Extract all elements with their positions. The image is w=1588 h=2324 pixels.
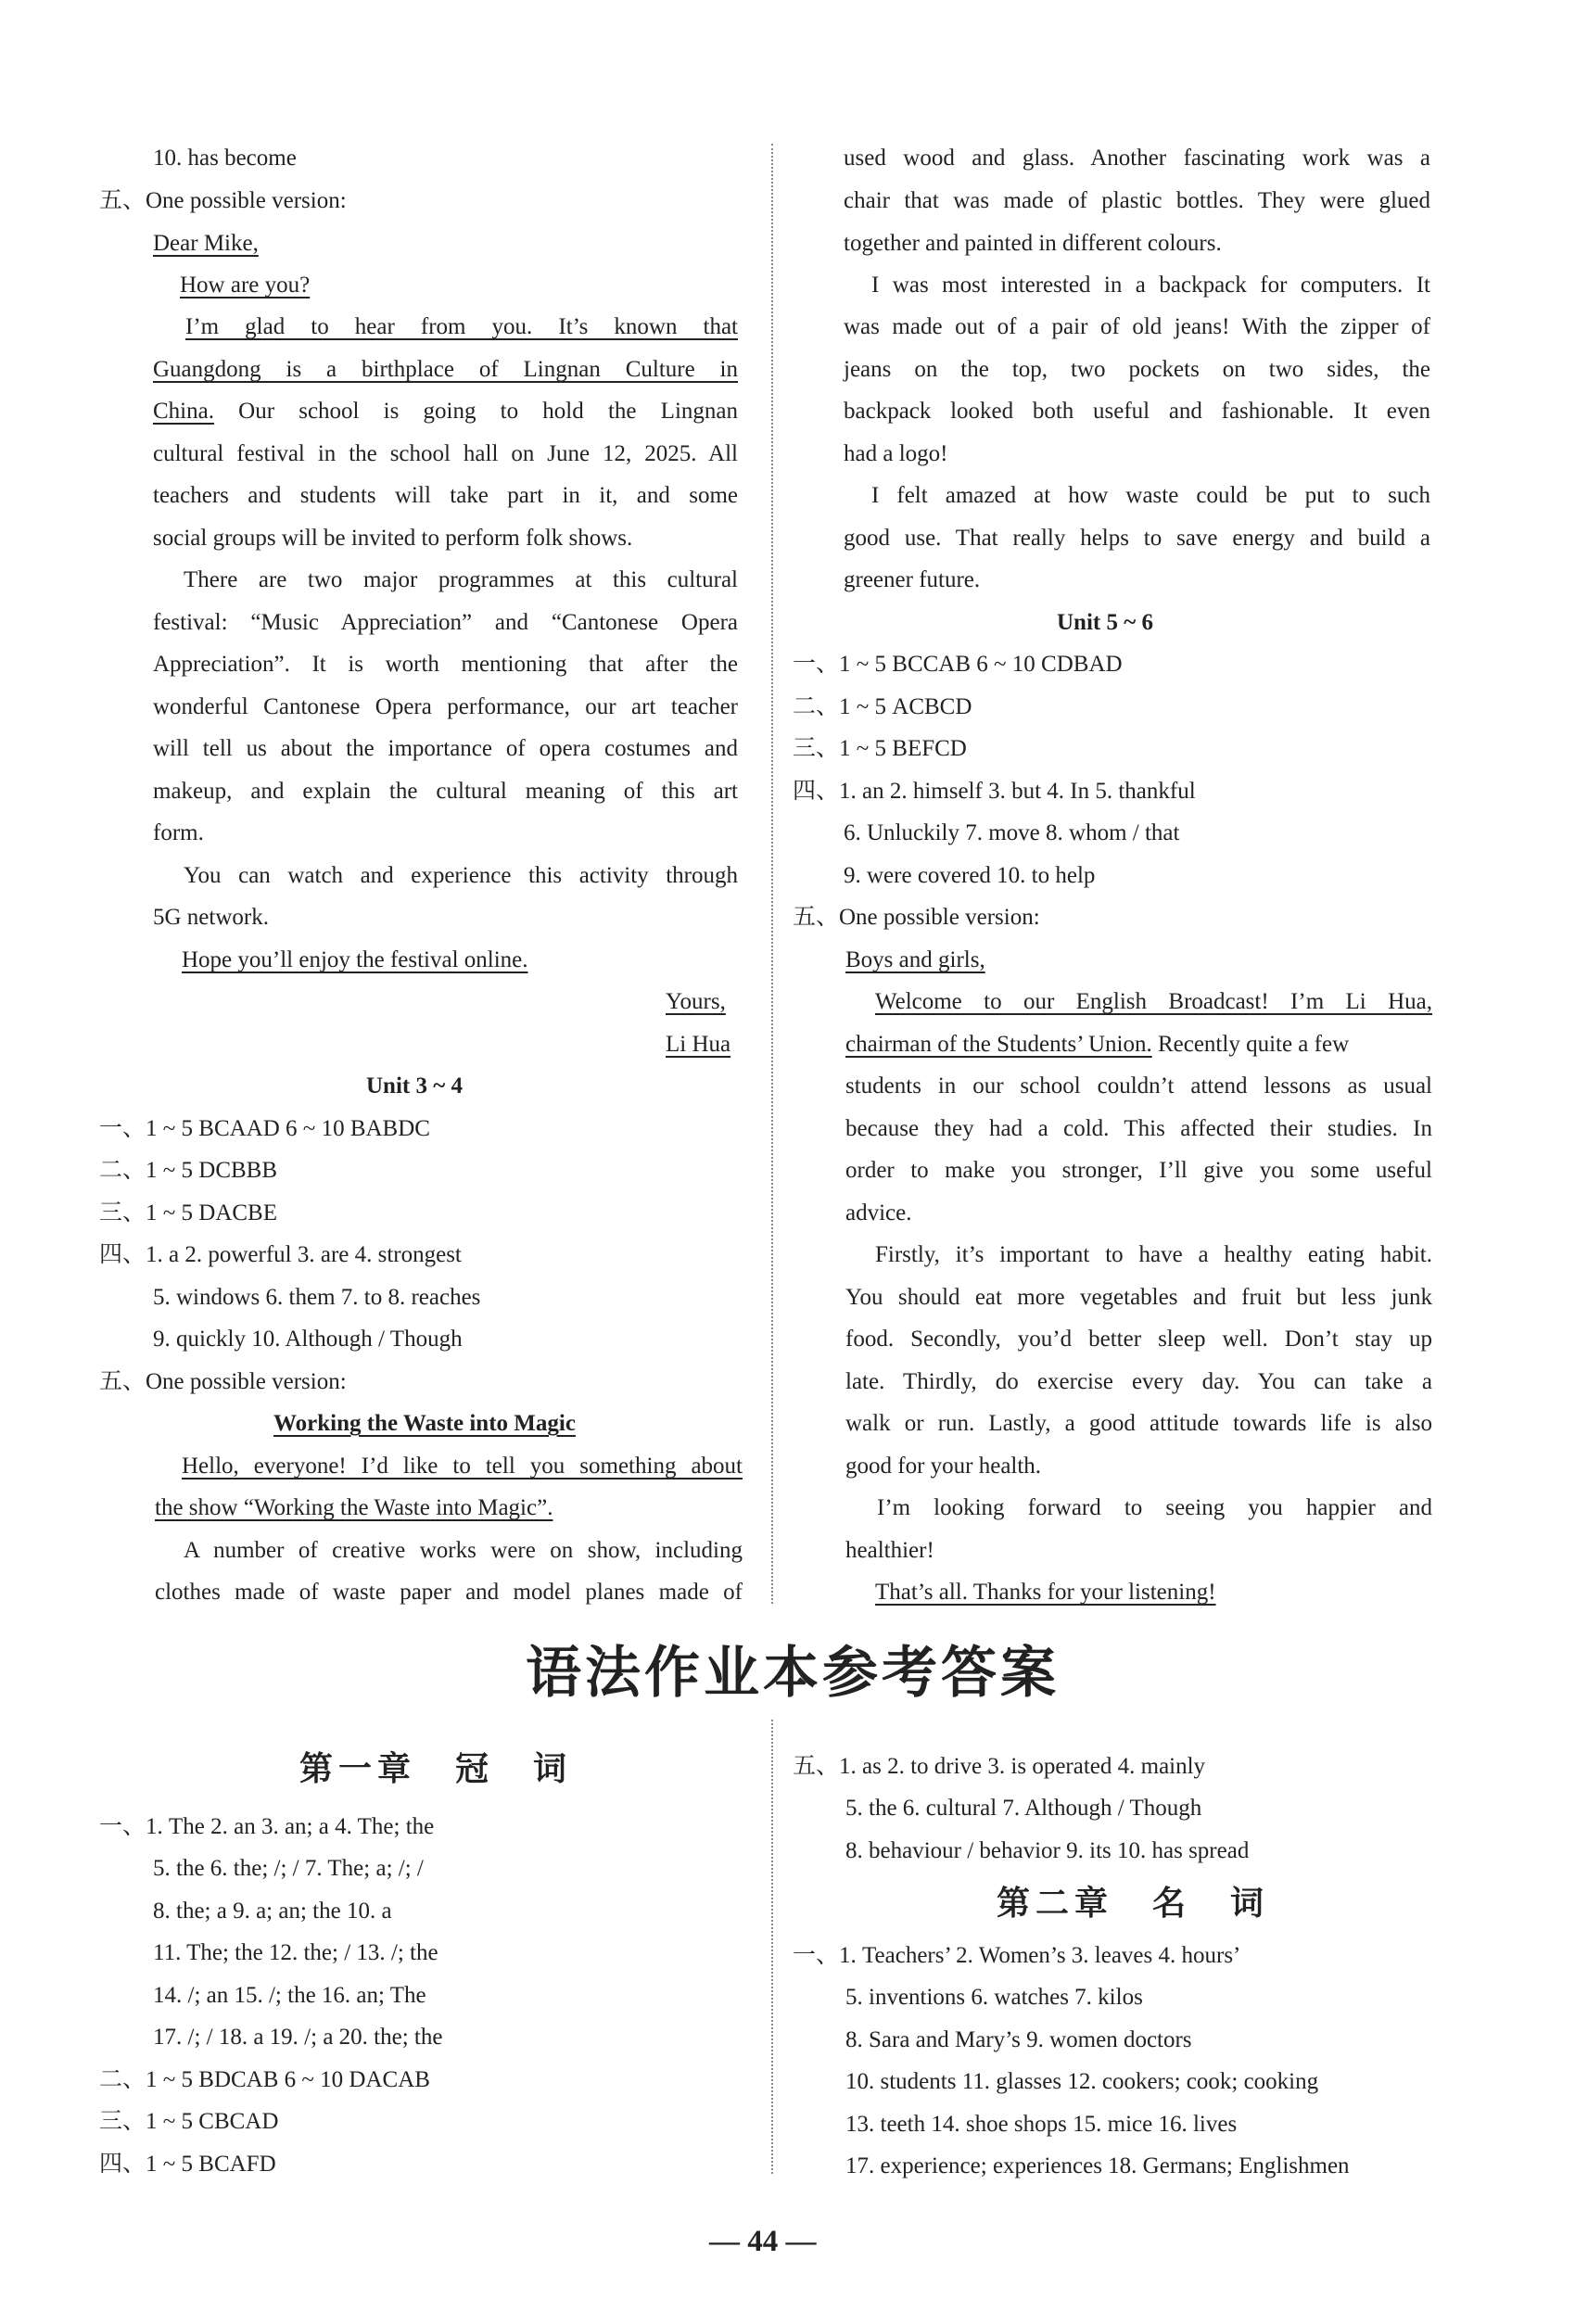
unit-5-6-title: Unit 5 ~ 6: [1057, 610, 1153, 635]
ch1-section-3: 三、1 ~ 5 CBCAD: [99, 2109, 279, 2134]
ch1-section-1: 5. the 6. the; /; / 7. The; a; /; /: [153, 1856, 424, 1881]
unit34-section-4: 四、1. a 2. powerful 3. are 4. strongest: [99, 1242, 462, 1267]
unit56-section-4: 四、1. an 2. himself 3. but 4. In 5. thankful: [793, 779, 1196, 804]
broadcast-line: food. Secondly, you’d better sleep well. Don’t stay up: [845, 1327, 1432, 1352]
essay-line: the show “Working the Waste into Magic”.: [155, 1495, 553, 1520]
ch1-section-1: 14. /; an 15. /; the 16. an; The: [153, 1983, 426, 2008]
broadcast-line: walk or run. Lastly, a good attitude towards life is also: [845, 1411, 1432, 1436]
letter-line: wonderful Cantonese Opera performance, our art teacher: [153, 694, 738, 719]
essay-line: I felt amazed at how waste could be put to such: [871, 483, 1430, 508]
ch1-section-1: 17. /; / 18. a 19. /; a 20. the; the: [153, 2025, 443, 2050]
broadcast-line: good for your health.: [845, 1454, 1042, 1479]
ch1-section-5: 五、1. as 2. to drive 3. is operated 4. mainly: [793, 1754, 1206, 1779]
page-number: — 44 —: [709, 2225, 817, 2258]
essay-line: backpack looked both useful and fashionable. It even: [844, 399, 1430, 424]
letter-line: China. Our school is going to hold the Lingnan: [153, 399, 738, 424]
ch1-section-1: 一、1. The 2. an 3. an; a 4. The; the: [99, 1814, 435, 1839]
ch1-section-5: 5. the 6. cultural 7. Although / Though: [845, 1796, 1202, 1821]
column-divider-lower: [771, 1720, 773, 2174]
essay-line: was made out of a pair of old jeans! With the zipper of: [844, 314, 1430, 339]
chapter-2-title: 第二章 名 词: [997, 1884, 1270, 1923]
essay-line: I was most interested in a backpack for computers. It: [871, 273, 1430, 298]
broadcast-line: Welcome to our English Broadcast! I’m Li Hua,: [875, 989, 1432, 1014]
broadcast-line: healthier!: [845, 1538, 934, 1563]
letter-line: cultural festival in the school hall on June 12, 2025. All: [153, 441, 738, 466]
letter-line: Appreciation”. It is worth mentioning that after the: [153, 652, 738, 677]
unit56-section-3: 三、1 ~ 5 BEFCD: [793, 736, 967, 761]
letter-line: makeup, and explain the cultural meaning of this art: [153, 779, 738, 804]
unit34-section-1: 一、1 ~ 5 BCAAD 6 ~ 10 BABDC: [99, 1116, 430, 1141]
ch2-section-1: 一、1. Teachers’ 2. Women’s 3. leaves 4. hours’: [793, 1943, 1241, 1968]
essay-line: good use. That really helps to save energy and build a: [844, 526, 1430, 551]
letter-line: Hope you’ll enjoy the festival online.: [182, 947, 528, 972]
unit56-section-2: 二、1 ~ 5 ACBCD: [793, 694, 972, 719]
ch2-section-1: 8. Sara and Mary’s 9. women doctors: [845, 2027, 1192, 2052]
letter-line: social groups will be invited to perform folk shows.: [153, 526, 633, 551]
ch1-section-4: 四、1 ~ 5 BCAFD: [99, 2152, 276, 2177]
unit56-section-4: 9. were covered 10. to help: [844, 863, 1096, 888]
letter-line: You can watch and experience this activity through: [184, 863, 738, 888]
essay-line: had a logo!: [844, 441, 948, 466]
unit-3-4-title: Unit 3 ~ 4: [366, 1073, 463, 1099]
broadcast-line: You should eat more vegetables and fruit but less junk: [845, 1285, 1432, 1310]
essay-line: together and painted in different colours.: [844, 231, 1222, 256]
essay-line: greener future.: [844, 567, 981, 592]
unit34-section-4: 9. quickly 10. Although / Though: [153, 1327, 463, 1352]
letter-line: form.: [153, 820, 204, 845]
unit56-section-5-label: 五、One possible version:: [793, 905, 1040, 930]
grammar-main-title: 语法作业本参考答案: [526, 1641, 1060, 1706]
column-divider: [771, 144, 773, 1604]
ch2-section-1: 5. inventions 6. watches 7. kilos: [845, 1985, 1143, 2010]
broadcast-line: That’s all. Thanks for your listening!: [875, 1580, 1216, 1605]
answer-item-10: 10. has become: [153, 146, 297, 171]
unit56-section-1: 一、1 ~ 5 BCCAB 6 ~ 10 CDBAD: [793, 652, 1123, 677]
chapter-1-title: 第一章 冠 词: [299, 1749, 573, 1788]
broadcast-line: late. Thirdly, do exercise every day. You can take a: [845, 1369, 1432, 1394]
letter-line: festival: “Music Appreciation” and “Cantonese Opera: [153, 610, 738, 635]
broadcast-line: because they had a cold. This affected their studies. In: [845, 1116, 1432, 1141]
essay-line: A number of creative works were on show, including: [184, 1538, 743, 1563]
letter-line: teachers and students will take part in it, and some: [153, 483, 738, 508]
letter-closing: Yours,: [666, 989, 726, 1014]
unit34-section-5-label: 五、One possible version:: [99, 1369, 347, 1394]
ch2-section-1: 17. experience; experiences 18. Germans; Englishmen: [845, 2153, 1350, 2178]
essay-line: clothes made of waste paper and model planes made of: [155, 1580, 743, 1605]
broadcast-line-plain: Recently quite a few: [1157, 1032, 1350, 1057]
unit34-section-2: 二、1 ~ 5 DCBBB: [99, 1158, 278, 1183]
broadcast-line-underlined: chairman of the Students’ Union.: [845, 1032, 1152, 1057]
broadcast-line: I’m looking forward to seeing you happier and: [877, 1495, 1432, 1520]
section-5-label: 五、One possible version:: [99, 188, 347, 213]
ch1-section-2: 二、1 ~ 5 BDCAB 6 ~ 10 DACAB: [99, 2067, 430, 2092]
ch1-section-1: 8. the; a 9. a; an; the 10. a: [153, 1899, 392, 1924]
broadcast-line: order to make you stronger, I’ll give you some useful: [845, 1158, 1432, 1183]
broadcast-line: Firstly, it’s important to have a healthy eating habit.: [875, 1242, 1432, 1267]
broadcast-line: students in our school couldn’t attend lessons as usual: [845, 1073, 1432, 1099]
letter-line: I’m glad to hear from you. It’s known that: [185, 314, 738, 339]
letter-signature: Li Hua: [666, 1032, 731, 1057]
unit56-section-4: 6. Unluckily 7. move 8. whom / that: [844, 820, 1180, 845]
letter-greeting: How are you?: [180, 273, 311, 298]
letter-line: Guangdong is a birthplace of Lingnan Culture in: [153, 357, 738, 382]
broadcast-line: advice.: [845, 1200, 912, 1225]
letter-line: will tell us about the importance of opera costumes and: [153, 736, 738, 761]
broadcast-line: [845, 1023, 1349, 1065]
essay-line: chair that was made of plastic bottles. They were glued: [844, 188, 1430, 213]
essay-line: used wood and glass. Another fascinating work was a: [844, 146, 1430, 171]
unit34-section-3: 三、1 ~ 5 DACBE: [99, 1200, 278, 1225]
essay-line: Hello, everyone! I’d like to tell you something about: [182, 1454, 743, 1479]
essay-line: jeans on the top, two pockets on two sides, the: [844, 357, 1430, 382]
essay-title: Working the Waste into Magic: [273, 1411, 576, 1436]
letter-line: 5G network.: [153, 905, 269, 930]
unit34-section-4: 5. windows 6. them 7. to 8. reaches: [153, 1285, 481, 1310]
broadcast-salutation: Boys and girls,: [845, 947, 985, 972]
ch2-section-1: 10. students 11. glasses 12. cookers; cook; cooking: [845, 2069, 1319, 2094]
ch1-section-1: 11. The; the 12. the; / 13. /; the: [153, 1940, 438, 1965]
letter-salutation: Dear Mike,: [153, 231, 259, 256]
ch1-section-5: 8. behaviour / behavior 9. its 10. has spread: [845, 1838, 1250, 1863]
ch2-section-1: 13. teeth 14. shoe shops 15. mice 16. lives: [845, 2112, 1238, 2137]
letter-line: There are two major programmes at this cultural: [184, 567, 738, 592]
